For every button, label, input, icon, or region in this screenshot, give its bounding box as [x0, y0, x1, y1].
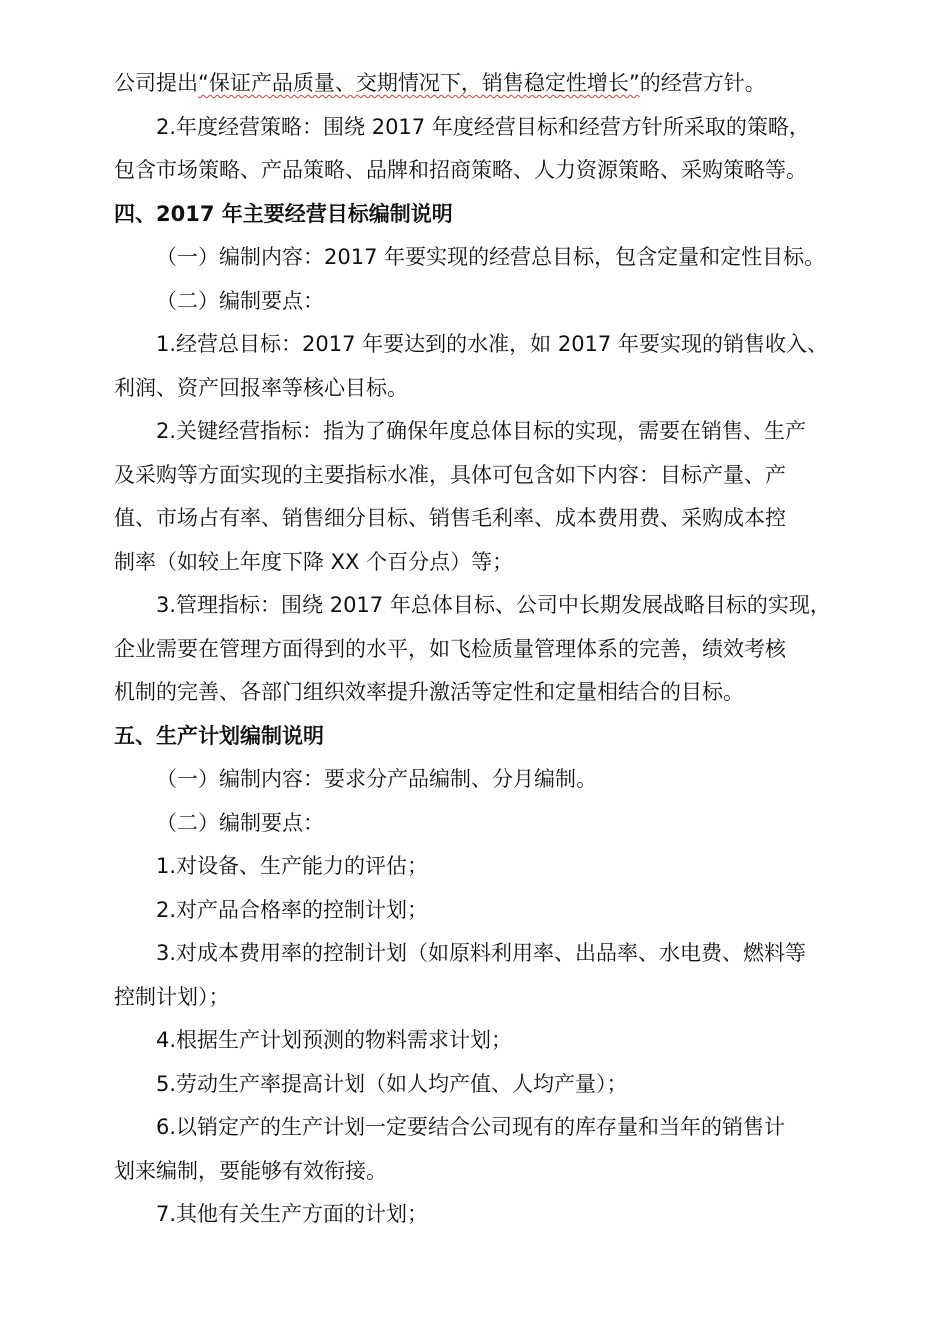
item-key-indicators-line: 及采购等方面实现的主要指标水准，具体可包含如下内容：目标产量、产	[114, 462, 786, 487]
item-management-indicators-line: 机制的完善、各部门组织效率提升激活等定性和定量相结合的目标。	[114, 680, 744, 704]
item-key-indicators-line: 2.关键经营指标：指为了确保年度总体目标的实现，需要在销售、生产	[156, 419, 807, 443]
item-overall-target-line: 利润、资产回报率等核心目标。	[114, 375, 408, 400]
list-item: 2.对产品合格率的控制计划；	[156, 897, 429, 922]
document-body	[114, 62, 854, 1237]
subsection-points-5: （二）编制要点：	[156, 810, 324, 835]
list-item: 3.对成本费用率的控制计划（如原料利用率、出品率、水电费、燃料等	[156, 941, 807, 965]
subsection-points-4: （二）编制要点：	[156, 288, 324, 313]
section-heading-5: 五、生产计划编制说明	[114, 723, 324, 748]
item-management-indicators-line: 企业需要在管理方面得到的水平，如飞检质量管理体系的完善，绩效考核	[114, 636, 786, 661]
spellcheck-underlined-text: “保证产品质量、交期情况下，销售稳定性增长”	[198, 71, 640, 95]
text-segment: 公司提出	[114, 71, 198, 95]
list-item: 6.以销定产的生产计划一定要结合公司现有的库存量和当年的销售计	[156, 1115, 786, 1139]
paragraph-strategy-line: 2.年度经营策略：围绕 2017 年度经营目标和经营方针所采取的策略，	[156, 114, 810, 139]
section-heading-4: 四、2017 年主要经营目标编制说明	[114, 201, 453, 226]
text-segment: 的经营方针。	[639, 71, 766, 95]
paragraph-strategy-line: 包含市场策略、产品策略、品牌和招商策略、人力资源策略、采购策略等。	[114, 158, 807, 182]
list-item-continuation: 控制计划）；	[114, 984, 230, 1009]
item-management-indicators-line: 3.管理指标：围绕 2017 年总体目标、公司中长期发展战略目标的实现，	[156, 593, 831, 617]
list-item: 7.其他有关生产方面的计划；	[156, 1202, 429, 1226]
list-item-continuation: 划来编制，要能够有效衔接。	[114, 1158, 387, 1183]
list-item: 1.对设备、生产能力的评估；	[156, 854, 429, 878]
subsection-content-4: （一）编制内容：2017 年要实现的经营总目标，包含定量和定性目标。	[156, 245, 826, 269]
item-key-indicators-line: 制率（如较上年度下降 XX 个百分点）等；	[114, 549, 514, 574]
list-item: 5.劳动生产率提高计划（如人均产值、人均产量）；	[156, 1071, 628, 1096]
subsection-content-5: （一）编制内容：要求分产品编制、分月编制。	[156, 767, 597, 791]
item-overall-target-line: 1.经营总目标：2017 年要达到的水准，如 2017 年要实现的销售收入、	[156, 332, 828, 356]
list-item: 4.根据生产计划预测的物料需求计划；	[156, 1028, 513, 1052]
item-key-indicators-line: 值、市场占有率、销售细分目标、销售毛利率、成本费用费、采购成本控	[114, 506, 786, 530]
paragraph-policy	[114, 62, 854, 106]
